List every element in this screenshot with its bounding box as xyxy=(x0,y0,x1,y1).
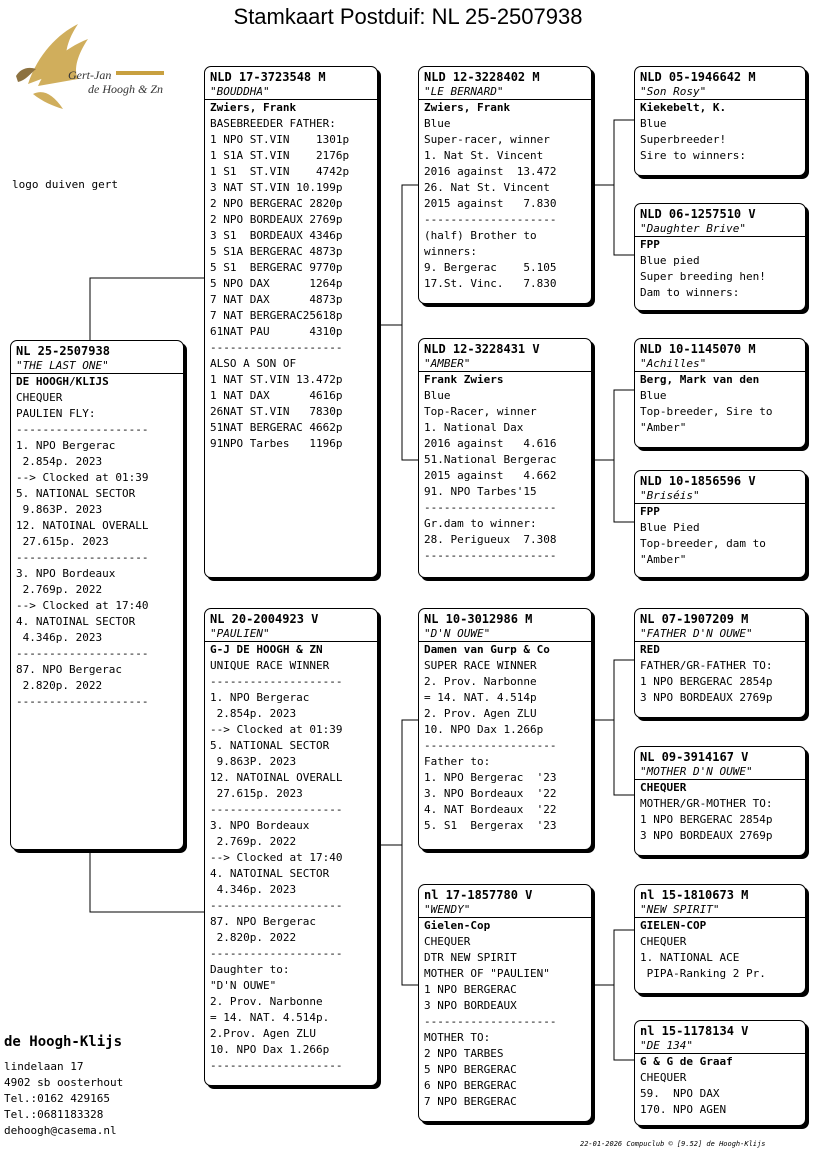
card-line: 3. NPO Bordeaux xyxy=(210,819,310,832)
card-line: 2.854p. 2023 xyxy=(16,455,103,468)
card-line: 4.346p. 2023 xyxy=(16,631,103,644)
card-line: Blue xyxy=(424,117,451,130)
card-line: 6 NPO BERGERAC xyxy=(424,1079,517,1092)
owner-name: de Hoogh-Klijs xyxy=(4,1034,123,1050)
card-line: 3. NPO Bordeaux xyxy=(16,567,116,580)
card-line: DTR NEW SPIRIT xyxy=(424,951,517,964)
card-line: 1 NPO BERGERAC 2854p xyxy=(640,675,773,688)
card-line: 9. Bergerac 5.105 xyxy=(424,261,557,274)
card-line: Top-Racer, winner xyxy=(424,405,537,418)
ring-number: NL 09-3914167 V xyxy=(640,750,749,764)
card-line: -------------------- xyxy=(210,1059,343,1072)
card-line: 51NAT BERGERAC 4662p xyxy=(210,421,343,434)
logo-name-line2: de Hoogh & Zn xyxy=(88,82,163,96)
pigeon-name: "Daughter Brive" xyxy=(635,222,805,237)
owner-address: lindelaan 17 xyxy=(4,1060,84,1073)
breeder-name: FPP xyxy=(640,238,660,251)
card-line: -------------------- xyxy=(424,501,557,514)
card-line: Blue xyxy=(424,389,451,402)
ring-number: NLD 12-3228402 M xyxy=(424,70,540,84)
card-line: 2.820p. 2022 xyxy=(210,931,297,944)
card-line: 4.346p. 2023 xyxy=(210,883,297,896)
card-line: --> Clocked at 17:40 xyxy=(210,851,343,864)
card-line: Daughter to: xyxy=(210,963,290,976)
owner-email: dehoogh@casema.nl xyxy=(4,1124,117,1137)
card-line: CHEQUER xyxy=(640,935,687,948)
card-line: CHEQUER xyxy=(640,1071,687,1084)
card-line: 4. NAT Bordeaux '22 xyxy=(424,803,557,816)
breeder-name: Damen van Gurp & Co xyxy=(424,643,550,656)
card-line: 5 S1 BERGERAC 9770p xyxy=(210,261,343,274)
card-mm-father[interactable] xyxy=(634,884,806,994)
card-line: -------------------- xyxy=(210,341,343,354)
card-line: 1. NPO Bergerac xyxy=(210,691,310,704)
card-line: Father to: xyxy=(424,755,491,768)
card-line: "Amber" xyxy=(640,421,687,434)
breeder-name: Frank Zwiers xyxy=(424,373,504,386)
card-line: 170. NPO AGEN xyxy=(640,1103,727,1116)
card-line: --> Clocked at 01:39 xyxy=(16,471,149,484)
breeder-name: Kiekebelt, K. xyxy=(640,101,727,114)
card-line: 17.St. Vinc. 7.830 xyxy=(424,277,557,290)
card-line: Blue xyxy=(640,389,667,402)
breeder-name: Gielen-Cop xyxy=(424,919,491,932)
card-line: 3 NPO BORDEAUX 2769p xyxy=(640,691,773,704)
card-line: 2. Prov. Narbonne xyxy=(424,675,537,688)
card-line: 51.National Bergerac xyxy=(424,453,557,466)
card-line: 1 NPO BERGERAC 2854p xyxy=(640,813,773,826)
card-mother-mother[interactable] xyxy=(418,884,592,1122)
card-line: 5 NPO BERGERAC xyxy=(424,1063,517,1076)
card-line: winners: xyxy=(424,245,477,258)
card-line: 9.863P. 2023 xyxy=(16,503,103,516)
card-line: 91NPO Tarbes 1196p xyxy=(210,437,343,450)
card-line: MOTHER TO: xyxy=(424,1031,491,1044)
breeder-name: G-J DE HOOGH & ZN xyxy=(210,643,323,656)
card-line: 1. NPO Bergerac xyxy=(16,439,116,452)
ring-number: nl 17-1857780 V xyxy=(424,888,533,902)
page-title: Stamkaart Postduif: NL 25-2507938 xyxy=(233,4,583,29)
breeder-name: Zwiers, Frank xyxy=(210,101,297,114)
card-line: -------------------- xyxy=(424,739,557,752)
card-line: SUPER RACE WINNER xyxy=(424,659,537,672)
pigeon-name: "DE 134" xyxy=(635,1039,805,1054)
card-line: 10. NPO Dax 1.266p xyxy=(424,723,544,736)
card-line: 5. NATIONAL SECTOR xyxy=(16,487,136,500)
card-line: 10. NPO Dax 1.266p xyxy=(210,1043,330,1056)
card-line: 27.615p. 2023 xyxy=(16,535,109,548)
card-line: 2 NPO BERGERAC 2820p xyxy=(210,197,343,210)
pigeon-name: "WENDY" xyxy=(419,903,591,918)
ring-number: NL 25-2507938 xyxy=(16,344,110,358)
card-line: CHEQUER xyxy=(16,391,63,404)
owner-tel2: Tel.:0681183328 xyxy=(4,1108,104,1121)
card-line: 7 NPO BERGERAC xyxy=(424,1095,517,1108)
card-line: -------------------- xyxy=(16,695,149,708)
card-line: 2.769p. 2022 xyxy=(210,835,297,848)
pigeon-name: "Son Rosy" xyxy=(635,85,805,100)
card-line: BASEBREEDER FATHER: xyxy=(210,117,336,130)
card-line: -------------------- xyxy=(210,675,343,688)
card-line: 26NAT ST.VIN 7830p xyxy=(210,405,343,418)
card-line: --> Clocked at 17:40 xyxy=(16,599,149,612)
breeder-name: Zwiers, Frank xyxy=(424,101,511,114)
card-line: PAULIEN FLY: xyxy=(16,407,96,420)
ring-number: nl 15-1810673 M xyxy=(640,888,749,902)
card-line: 5. NATIONAL SECTOR xyxy=(210,739,330,752)
status-bar: 22-01-2026 Compuclub © [9.52] de Hoogh-Klijs xyxy=(580,1140,766,1148)
ring-number: NL 07-1907209 M xyxy=(640,612,749,626)
card-father-mother[interactable] xyxy=(418,338,592,578)
card-line: 28. Perigueux 7.308 xyxy=(424,533,557,546)
card-line: 2016 against 4.616 xyxy=(424,437,557,450)
breeder-name: FPP xyxy=(640,505,660,518)
card-line: Top-breeder, dam to xyxy=(640,537,766,550)
card-line: 3. NPO Bordeaux '22 xyxy=(424,787,557,800)
card-ff-mother[interactable] xyxy=(634,203,806,311)
card-line: 9.863P. 2023 xyxy=(210,755,297,768)
ring-number: NL 10-3012986 M xyxy=(424,612,533,626)
card-line: Top-breeder, Sire to xyxy=(640,405,773,418)
logo-name-line1: Gert-Jan xyxy=(68,68,112,82)
ring-number: nl 15-1178134 V xyxy=(640,1024,749,1038)
card-mf-father[interactable] xyxy=(634,608,806,718)
logo-placeholder-text: logo duiven gert xyxy=(12,178,118,191)
card-fm-mother[interactable] xyxy=(634,470,806,578)
card-father[interactable] xyxy=(204,66,378,578)
card-line: 2.854p. 2023 xyxy=(210,707,297,720)
card-line: 1 NAT ST.VIN 13.472p xyxy=(210,373,343,386)
card-line: 2.Prov. Agen ZLU xyxy=(210,1027,316,1040)
pigeon-name: "D'N OUWE" xyxy=(419,627,591,642)
pigeon-name: "Achilles" xyxy=(635,357,805,372)
card-line: 3 NAT ST.VIN 10.199p xyxy=(210,181,343,194)
card-ff-father[interactable] xyxy=(634,66,806,176)
pigeon-name: "NEW SPIRIT" xyxy=(635,903,805,918)
card-line: = 14. NAT. 4.514p xyxy=(424,691,537,704)
card-line: 1. NPO Bergerac '23 xyxy=(424,771,557,784)
card-line: CHEQUER xyxy=(424,935,471,948)
card-line: 26. Nat St. Vincent xyxy=(424,181,550,194)
card-line: UNIQUE RACE WINNER xyxy=(210,659,330,672)
pigeon-name: "Briséis" xyxy=(635,489,805,504)
breeder-name: G & G de Graaf xyxy=(640,1055,733,1068)
card-line: Super breeding hen! xyxy=(640,270,766,283)
card-line: 91. NPO Tarbes'15 xyxy=(424,485,537,498)
card-line: 12. NATOINAL OVERALL xyxy=(210,771,343,784)
card-line: -------------------- xyxy=(16,423,149,436)
card-line: -------------------- xyxy=(210,947,343,960)
card-line: = 14. NAT. 4.514p. xyxy=(210,1011,330,1024)
card-line: -------------------- xyxy=(16,551,149,564)
card-line: 2. Prov. Agen ZLU xyxy=(424,707,537,720)
ring-number: NLD 17-3723548 M xyxy=(210,70,326,84)
breeder-name: RED xyxy=(640,643,660,656)
card-line: 1 NAT DAX 4616p xyxy=(210,389,343,402)
card-line: -------------------- xyxy=(210,899,343,912)
card-line: 3 NPO BORDEAUX 2769p xyxy=(640,829,773,842)
breeder-name: CHEQUER xyxy=(640,781,687,794)
card-father-father[interactable] xyxy=(418,66,592,304)
card-line: Sire to winners: xyxy=(640,149,746,162)
card-line: Superbreeder! xyxy=(640,133,727,146)
card-line: -------------------- xyxy=(424,1015,557,1028)
card-mf-mother[interactable] xyxy=(634,746,806,856)
card-line: -------------------- xyxy=(210,803,343,816)
card-line: 87. NPO Bergerac xyxy=(210,915,316,928)
pigeon-name: "FATHER D'N OUWE" xyxy=(635,627,805,642)
card-line: 1. National Dax xyxy=(424,421,524,434)
card-line: Blue xyxy=(640,117,667,130)
breeder-name: DE HOOGH/KLIJS xyxy=(16,375,109,388)
card-line: 7 NAT BERGERAC25618p xyxy=(210,309,343,322)
card-line: 2 NPO TARBES xyxy=(424,1047,504,1060)
card-line: Blue Pied xyxy=(640,521,700,534)
card-line: MOTHER OF "PAULIEN" xyxy=(424,967,550,980)
card-line: "D'N OUWE" xyxy=(210,979,277,992)
card-line: Dam to winners: xyxy=(640,286,740,299)
card-line: 7 NAT DAX 4873p xyxy=(210,293,343,306)
ring-number: NLD 06-1257510 V xyxy=(640,207,756,221)
pigeon-name: "AMBER" xyxy=(419,357,591,372)
owner-tel1: Tel.:0162 429165 xyxy=(4,1092,110,1105)
card-line: 2.769p. 2022 xyxy=(16,583,103,596)
breeder-name: Berg, Mark van den xyxy=(640,373,760,386)
card-line: PIPA-Ranking 2 Pr. xyxy=(640,967,766,980)
card-line: 1 S1A ST.VIN 2176p xyxy=(210,149,350,162)
card-mother-father[interactable] xyxy=(418,608,592,850)
card-line: 3 S1 BORDEAUX 4346p xyxy=(210,229,343,242)
card-line: (half) Brother to xyxy=(424,229,537,242)
breeder-name: GIELEN-COP xyxy=(640,919,707,932)
card-line: 59. NPO DAX xyxy=(640,1087,720,1100)
card-line: 2015 against 4.662 xyxy=(424,469,557,482)
card-line: 1 S1 ST.VIN 4742p xyxy=(210,165,350,178)
card-line: -------------------- xyxy=(424,213,557,226)
card-line: 1. Nat St. Vincent xyxy=(424,149,544,162)
ring-number: NL 20-2004923 V xyxy=(210,612,319,626)
card-line: ALSO A SON OF xyxy=(210,357,297,370)
card-line: -------------------- xyxy=(424,549,557,562)
pigeon-name: "BOUDDHA" xyxy=(205,85,377,100)
card-line: "Amber" xyxy=(640,553,687,566)
card-line: 27.615p. 2023 xyxy=(210,787,303,800)
card-line: 2.820p. 2022 xyxy=(16,679,103,692)
card-line: 4. NATOINAL SECTOR xyxy=(16,615,136,628)
card-line: 5 S1A BERGERAC 4873p xyxy=(210,245,343,258)
card-line: 1. NATIONAL ACE xyxy=(640,951,740,964)
card-line: 2 NPO BORDEAUX 2769p xyxy=(210,213,343,226)
card-line: 2. Prov. Narbonne xyxy=(210,995,323,1008)
pigeon-name: "PAULIEN" xyxy=(205,627,377,642)
card-mm-mother[interactable] xyxy=(634,1020,806,1126)
ring-number: NLD 05-1946642 M xyxy=(640,70,756,84)
card-line: 61NAT PAU 4310p xyxy=(210,325,343,338)
card-subject[interactable] xyxy=(10,340,184,850)
card-line: 2016 against 13.472 xyxy=(424,165,557,178)
card-line: MOTHER/GR-MOTHER TO: xyxy=(640,797,773,810)
card-fm-father[interactable] xyxy=(634,338,806,448)
card-line: 5. S1 Bergerax '23 xyxy=(424,819,557,832)
card-line: 12. NATOINAL OVERALL xyxy=(16,519,149,532)
owner-city: 4902 sb oosterhout xyxy=(4,1076,124,1089)
card-line: 5 NPO DAX 1264p xyxy=(210,277,343,290)
card-line: 1 NPO BERGERAC xyxy=(424,983,517,996)
card-line: 4. NATOINAL SECTOR xyxy=(210,867,330,880)
card-line: FATHER/GR-FATHER TO: xyxy=(640,659,773,672)
card-line: 3 NPO BORDEAUX xyxy=(424,999,517,1012)
card-line: Super-racer, winner xyxy=(424,133,550,146)
ring-number: NLD 12-3228431 V xyxy=(424,342,540,356)
card-line: 1 NPO ST.VIN 1301p xyxy=(210,133,350,146)
pigeon-name: "THE LAST ONE" xyxy=(11,359,183,374)
ring-number: NLD 10-1856596 V xyxy=(640,474,756,488)
card-line: -------------------- xyxy=(16,647,149,660)
card-line: Gr.dam to winner: xyxy=(424,517,537,530)
ring-number: NLD 10-1145070 M xyxy=(640,342,756,356)
card-mother[interactable] xyxy=(204,608,378,1086)
card-line: Blue pied xyxy=(640,254,700,267)
card-line: 2015 against 7.830 xyxy=(424,197,557,210)
card-line: --> Clocked at 01:39 xyxy=(210,723,343,736)
pigeon-name: "MOTHER D'N OUWE" xyxy=(635,765,805,780)
pigeon-name: "LE BERNARD" xyxy=(419,85,591,100)
card-line: 87. NPO Bergerac xyxy=(16,663,122,676)
